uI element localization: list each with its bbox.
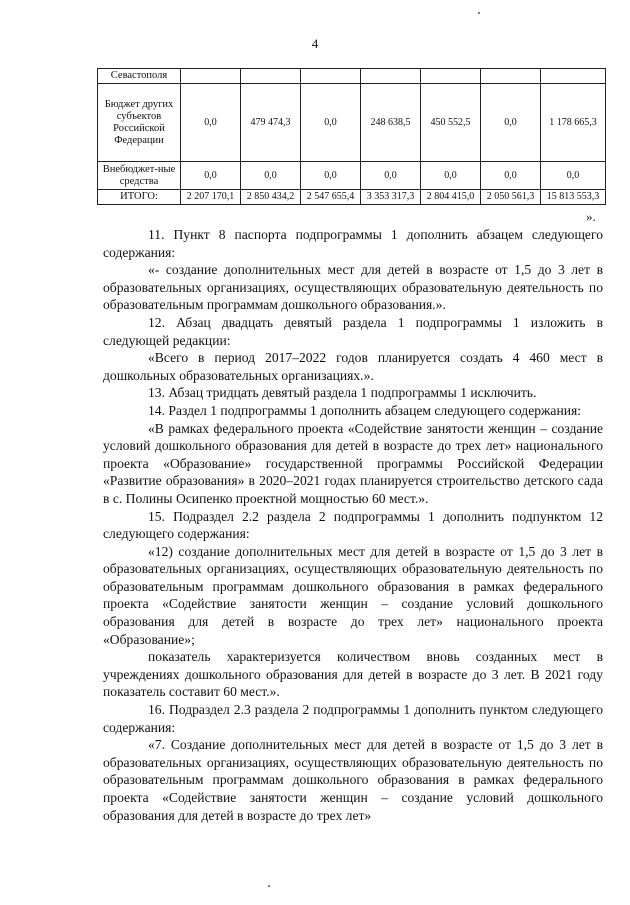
table-cell bbox=[421, 69, 481, 84]
row-label: Севастополя bbox=[98, 69, 181, 84]
paragraph: 11. Пункт 8 паспорта подпрограммы 1 дополнить абзацем следующего содержания: bbox=[103, 227, 603, 260]
table-cell: 479 474,3 bbox=[241, 84, 301, 162]
row-label: Внебюджет-ные средства bbox=[98, 162, 181, 190]
table-cell: 2 050 561,3 bbox=[481, 190, 541, 205]
paragraph: «В рамках федерального проекта «Содействие занятости женщин – создание условий дошкольного образования для детей в возрасте до трех лет» национального проекта «Образование» государственной программы Российской Федерации «Развитие образования» в 2020–2021 годах планируется строительство детского сада в с. Полины Осипенко проектной мощностью 60 мест.». bbox=[103, 420, 603, 506]
page-number: 4 bbox=[311, 36, 319, 51]
table-closing-quote: ». bbox=[586, 209, 596, 224]
table-cell: 15 813 553,3 bbox=[541, 190, 606, 205]
table-cell: 3 353 317,3 bbox=[361, 190, 421, 205]
table-cell: 2 804 415,0 bbox=[421, 190, 481, 205]
paragraph: 12. Абзац двадцать девятый раздела 1 подпрограммы 1 изложить в следующей редакции: bbox=[103, 314, 603, 348]
table-cell: 0,0 bbox=[481, 162, 541, 190]
table-row bbox=[98, 190, 606, 205]
table-row bbox=[98, 69, 606, 84]
table-cell: 0,0 bbox=[181, 162, 241, 190]
table-cell: 0,0 bbox=[301, 84, 361, 162]
table-cell bbox=[301, 69, 361, 84]
table-cell bbox=[181, 69, 241, 84]
row-label: Бюджет других субъектов Российской Федерации bbox=[98, 84, 181, 162]
table-cell bbox=[481, 69, 541, 84]
paragraph: «- создание дополнительных мест для детей в возрасте от 1,5 до 3 лет в образовательных организациях, осуществляющих образовательную деятельность по образовательным программам дошкольного образования.». bbox=[103, 262, 603, 313]
table-row bbox=[98, 84, 606, 162]
paragraph: 15. Подраздел 2.2 раздела 2 подпрограммы 1 дополнить подпунктом 12 следующего содержания: bbox=[103, 508, 603, 542]
table-cell bbox=[541, 69, 606, 84]
table-cell: 0,0 bbox=[301, 162, 361, 190]
table-cell: 0,0 bbox=[361, 162, 421, 190]
table-cell: 0,0 bbox=[541, 162, 606, 190]
table-cell: 2 207 170,1 bbox=[181, 190, 241, 205]
table-row bbox=[98, 162, 606, 190]
table-cell bbox=[361, 69, 421, 84]
table-cell: 2 547 655,4 bbox=[301, 190, 361, 205]
row-label: ИТОГО: bbox=[98, 190, 181, 205]
paragraph: «7. Создание дополнительных мест для детей в возрасте от 1,5 до 3 лет в образовательных организациях, осуществляющих образовательную деятельность по образовательным программам дошкольного образования в рамках федерального проекта «Содействие занятости женщин – создание условий дошкольного образования для детей в возрасте до трех лет» bbox=[103, 737, 603, 823]
scan-speck bbox=[268, 885, 270, 887]
table-cell: 2 850 434,2 bbox=[241, 190, 301, 205]
paragraph: «12) создание дополнительных мест для детей в возрасте от 1,5 до 3 лет в образовательных организациях, осуществляющих образовательную деятельность по образовательным программам дошкольного образования в рамках федерального проекта «Содействие занятости женщин – создание условий дошкольного образования для детей в возрасте до трех лет» национального проекта «Образование»; bbox=[103, 543, 603, 647]
paragraph: 16. Подраздел 2.3 раздела 2 подпрограммы 1 дополнить пунктом следующего содержания: bbox=[103, 702, 603, 735]
table-cell: 248 638,5 bbox=[361, 84, 421, 162]
budget-table bbox=[97, 68, 606, 205]
paragraph: 13. Абзац тридцать девятый раздела 1 подпрограммы 1 исключить. bbox=[148, 385, 537, 401]
table-cell: 0,0 bbox=[241, 162, 301, 190]
table-cell: 450 552,5 bbox=[421, 84, 481, 162]
paragraph: 14. Раздел 1 подпрограммы 1 дополнить абзацем следующего содержания: bbox=[148, 402, 582, 418]
table-cell bbox=[241, 69, 301, 84]
document-body bbox=[103, 226, 603, 824]
table-cell: 0,0 bbox=[481, 84, 541, 162]
paragraph: показатель характеризуется количеством вновь созданных мест в учреждениях дошкольного образования для детей в возрасте до 3 лет. В 2021 году показатель составит 60 мест.». bbox=[103, 649, 603, 700]
table-cell: 0,0 bbox=[421, 162, 481, 190]
table-cell: 1 178 665,3 bbox=[541, 84, 606, 162]
table-cell: 0,0 bbox=[181, 84, 241, 162]
paragraph: «Всего в период 2017–2022 годов планируется создать 4 460 мест в дошкольных образовательных организациях.». bbox=[103, 350, 603, 383]
scan-speck bbox=[478, 12, 480, 14]
